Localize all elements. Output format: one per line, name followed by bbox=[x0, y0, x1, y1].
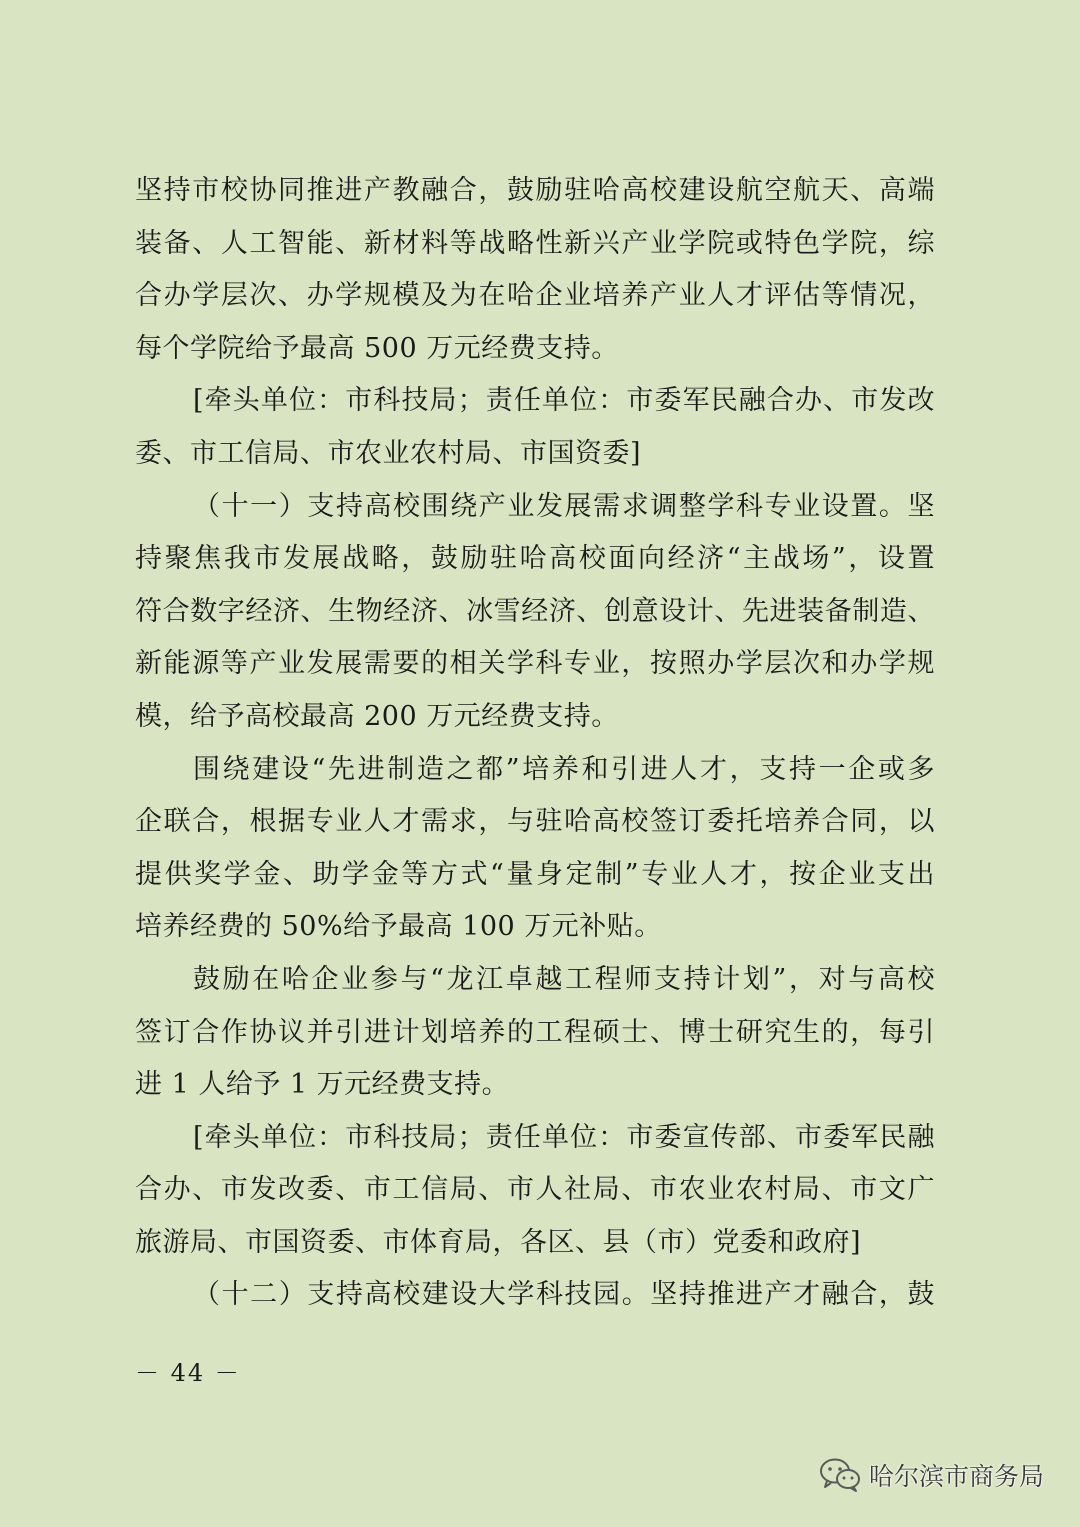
text-line: 签订合作协议并引进计划培养的工程硕士、博士研究生的，每引 bbox=[135, 1016, 935, 1048]
text-line: 企联合，根据专业人才需求，与驻哈高校签订委托培养合同，以 bbox=[135, 806, 935, 838]
text-line: [牵头单位：市科技局；责任单位：市委宣传部、市委军民融 bbox=[193, 1121, 935, 1153]
page-number: － 44 － bbox=[135, 1359, 241, 1387]
text-line: 培养经费的 50%给予最高 100 万元补贴。 bbox=[135, 911, 662, 943]
text-line: 新能源等产业发展需要的相关学科专业，按照办学层次和办学规 bbox=[135, 648, 935, 680]
document-body bbox=[135, 165, 935, 1322]
text-line: 围绕建设“先进制造之都”培养和引进人才，支持一企或多 bbox=[193, 753, 935, 785]
text-line: 装备、人工智能、新材料等战略性新兴产业学院或特色学院，综 bbox=[135, 227, 935, 259]
text-line: 坚持市校协同推进产教融合，鼓励驻哈高校建设航空航天、高端 bbox=[135, 175, 935, 206]
text-line: 进 1 人给予 1 万元经费支持。 bbox=[135, 1069, 510, 1101]
text-line: 提供奖学金、助学金等方式“量身定制”专业人才，按企业支出 bbox=[135, 858, 935, 890]
text-line: 持聚焦我市发展战略，鼓励驻哈高校面向经济“主战场”，设置 bbox=[135, 543, 935, 575]
text-line: 合办学层次、办学规模及为在哈企业培养产业人才评估等情况， bbox=[135, 280, 935, 312]
text-line: 合办、市发改委、市工信局、市人社局、市农业农村局、市文广 bbox=[135, 1174, 935, 1206]
text-line: 符合数字经济、生物经济、冰雪经济、创意设计、先进装备制造、 bbox=[135, 595, 935, 627]
section-heading-line: （十一）支持高校围绕产业发展需求调整学科专业设置。坚 bbox=[193, 490, 935, 522]
text-line: [牵头单位：市科技局；责任单位：市委军民融合办、市发改 bbox=[193, 385, 935, 417]
section-heading-line: （十二）支持高校建设大学科技园。坚持推进产才融合，鼓 bbox=[193, 1279, 935, 1311]
watermark-text: 哈尔滨市商务局 bbox=[868, 1462, 1044, 1491]
text-line: 每个学院给予最高 500 万元经费支持。 bbox=[135, 332, 619, 364]
text-line: 模，给予高校最高 200 万元经费支持。 bbox=[135, 700, 619, 732]
wechat-icon bbox=[819, 1457, 861, 1493]
text-line: 旅游局、市国资委、市体育局，各区、县（市）党委和政府] bbox=[135, 1226, 862, 1258]
text-line: 鼓励在哈企业参与“龙江卓越工程师支持计划”，对与高校 bbox=[193, 963, 935, 995]
wechat-watermark bbox=[819, 1455, 1044, 1495]
text-line: 委、市工信局、市农业农村局、市国资委] bbox=[135, 437, 642, 469]
